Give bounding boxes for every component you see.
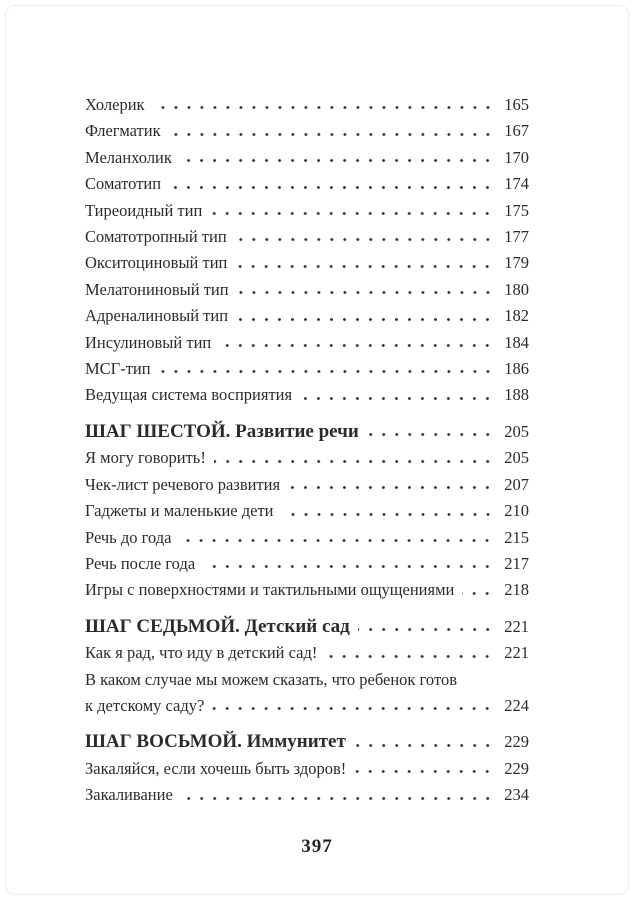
toc-entry (85, 472, 529, 498)
toc-entry-label: Я могу говорить! (85, 448, 206, 468)
toc-heading-label: ШАГ СЕДЬМОЙ. Детский сад (85, 615, 350, 637)
toc-heading-label: ШАГ ШЕСТОЙ. Развитие речи (85, 420, 359, 442)
dot-leader (219, 343, 494, 348)
toc-entry-label: Речь до года (85, 527, 172, 547)
toc-entry (85, 250, 529, 276)
dot-leader (203, 564, 494, 569)
dot-leader (212, 706, 494, 711)
toc-entry (85, 92, 529, 118)
toc-entry (85, 756, 529, 782)
toc-section-heading (85, 614, 529, 640)
toc-entry-page: 182 (504, 306, 529, 326)
toc-entry (85, 171, 529, 197)
toc-entry (85, 303, 529, 329)
dot-leader (210, 211, 494, 216)
dot-leader (235, 237, 494, 242)
toc-entry-label: к детскому саду? (85, 695, 205, 715)
toc-entry-page: 224 (504, 695, 529, 715)
toc-entry-line2 (85, 693, 529, 719)
toc-entry (85, 640, 529, 666)
dot-leader (181, 796, 494, 801)
toc-entry-label: Соматотип (85, 174, 162, 194)
toc-entry (85, 277, 529, 303)
dot-leader (169, 132, 494, 137)
toc-entry-label: Меланхолик (85, 147, 172, 167)
toc-entry (85, 498, 529, 524)
toc-entry (85, 145, 529, 171)
toc-entry-label: В каком случае мы можем сказать, что ребенок готов (85, 669, 457, 689)
toc-entry-label: Флегматик (85, 121, 161, 141)
toc-entry-page: 175 (504, 200, 529, 220)
page-number-footer: 397 (301, 836, 333, 857)
toc-entry-page: 186 (504, 359, 529, 379)
toc-entry (85, 356, 529, 382)
toc-entry-label: Закаливание (85, 785, 173, 805)
toc-entry-label: Ведущая система восприятия (85, 385, 293, 405)
toc-entry-label: Мелатониновый тип (85, 279, 229, 299)
toc-entry (85, 525, 529, 551)
toc-entry-page: 179 (504, 253, 529, 273)
toc-entry-label: Игры с поверхностями и тактильными ощущениями (85, 580, 455, 600)
dot-leader (358, 627, 494, 632)
toc-entry-page: 207 (504, 474, 529, 494)
dot-leader (282, 512, 495, 517)
toc-entry-page: 217 (504, 553, 529, 573)
toc-entry-page: 170 (504, 147, 529, 167)
toc-entry-page: 184 (504, 332, 529, 352)
toc-entry-page: 221 (504, 643, 529, 663)
dot-leader (159, 369, 494, 374)
toc-entry-label: Инсулиновый тип (85, 332, 212, 352)
toc-entry (85, 577, 529, 603)
toc-entry-page: 221 (504, 616, 529, 636)
toc-entry (85, 445, 529, 471)
toc-entry-page: 234 (504, 785, 529, 805)
dot-leader (288, 485, 494, 490)
toc-section-heading (85, 419, 529, 445)
toc-entry-page: 205 (504, 448, 529, 468)
dot-leader (179, 538, 494, 543)
toc-entry-page: 229 (504, 732, 529, 752)
dot-leader (153, 105, 494, 110)
toc-entry-page: 210 (504, 501, 529, 521)
toc-entry (85, 551, 529, 577)
toc-section-heading (85, 729, 529, 755)
toc-entry-page: 218 (504, 580, 529, 600)
toc-entry-page: 229 (504, 758, 529, 778)
dot-leader (236, 317, 494, 322)
toc-entry (85, 118, 529, 144)
toc-entry-page: 165 (504, 95, 529, 114)
toc-entry-line1 (85, 667, 529, 693)
dot-leader (180, 158, 494, 163)
dot-leader (237, 290, 494, 295)
toc-entry (85, 198, 529, 224)
toc-entry (85, 782, 529, 808)
toc-entry-label: Холерик (85, 95, 145, 114)
toc-heading-label: ШАГ ВОСЬМОЙ. Иммунитет (85, 731, 346, 753)
dot-leader (235, 264, 494, 269)
toc-entry-label: Соматотропный тип (85, 227, 227, 247)
toc-entry-page: 180 (504, 279, 529, 299)
dot-leader (462, 591, 494, 596)
toc-entry-page: 177 (504, 227, 529, 247)
toc-entry-page: 205 (504, 421, 529, 441)
dot-leader (354, 743, 494, 748)
toc-entry-page: 215 (504, 527, 529, 547)
toc-entry-label: Речь после года (85, 553, 196, 573)
toc-entry-page: 188 (504, 385, 529, 405)
toc-entry (85, 330, 529, 356)
toc-entry-label: Закаляйся, если хочешь быть здоров! (85, 758, 347, 778)
dot-leader (214, 459, 494, 464)
toc-entry-label: Чек-лист речевого развития (85, 474, 281, 494)
toc-entry-label: Тиреоидный тип (85, 200, 203, 220)
toc-entry-label: МСГ-тип (85, 359, 151, 379)
toc-entry-label: Адреналиновый тип (85, 306, 229, 326)
toc-entry-page: 174 (504, 174, 529, 194)
toc-entry (85, 382, 529, 408)
toc-entry-label: Окситоциновый тип (85, 253, 228, 273)
dot-leader (367, 432, 494, 437)
dot-leader (169, 185, 494, 190)
toc-entry-page: 167 (504, 121, 529, 141)
table-of-contents (85, 92, 529, 809)
toc-entry-label: Как я рад, что иду в детский сад! (85, 643, 318, 663)
dot-leader (354, 769, 494, 774)
toc-entry-label: Гаджеты и маленькие дети (85, 501, 274, 521)
toc-entry (85, 224, 529, 250)
dot-leader (300, 396, 494, 401)
dot-leader (325, 654, 494, 659)
